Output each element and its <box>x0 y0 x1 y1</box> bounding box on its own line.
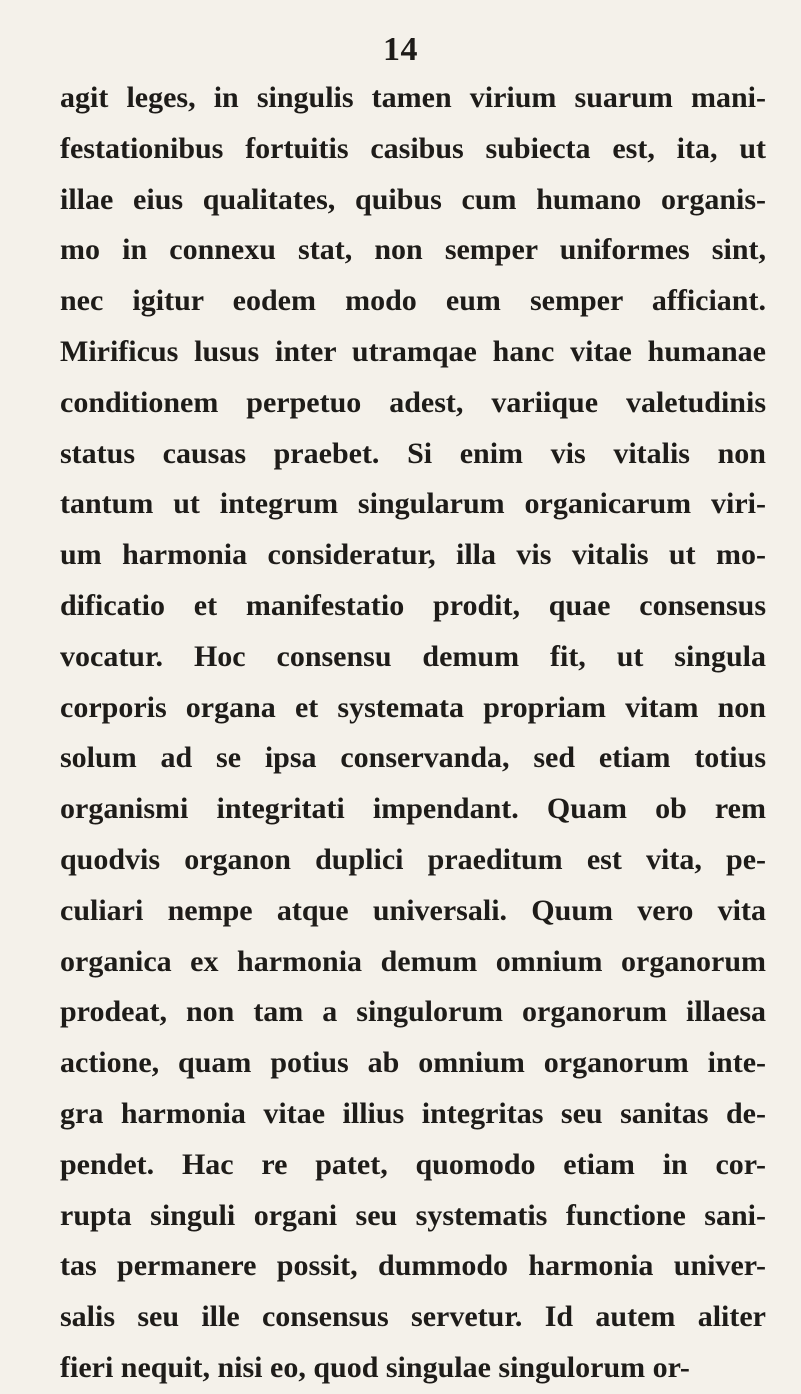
text-line: prodeat, non tam a singulorum organorum illaesa <box>60 995 766 1029</box>
text-line: rupta singuli organi seu systematis functione sani- <box>60 1198 766 1232</box>
text-line: status causas praebet. Si enim vis vitalis non <box>60 436 766 470</box>
text-line: illae eius qualitates, quibus cum humano organis- <box>60 182 766 216</box>
text-line: tantum ut integrum singularum organicarum viri- <box>60 487 766 521</box>
text-line: nec igitur eodem modo eum semper afficiant. <box>60 284 766 318</box>
text-line: festationibus fortuitis casibus subiecta est, ita, ut <box>60 131 766 165</box>
text-line: organica ex harmonia demum omnium organorum <box>60 944 766 978</box>
text-line: organismi integritati impendant. Quam ob rem <box>60 792 766 826</box>
text-line: corporis organa et systemata propriam vitam non <box>60 690 766 724</box>
body-text <box>60 73 766 1394</box>
text-line: vocatur. Hoc consensu demum fit, ut singula <box>60 639 766 673</box>
text-line: quodvis organon duplici praeditum est vita, pe- <box>60 842 766 876</box>
text-line: um harmonia consideratur, illa vis vitalis ut mo- <box>60 538 766 572</box>
text-line: solum ad se ipsa conservanda, sed etiam totius <box>60 741 766 775</box>
text-line: tas permanere possit, dummodo harmonia univer- <box>60 1249 766 1283</box>
text-line: agit leges, in singulis tamen virium suarum mani- <box>60 81 766 114</box>
text-line: mo in connexu stat, non semper uniformes sint, <box>60 233 766 267</box>
text-line: gra harmonia vitae illius integritas seu sanitas de- <box>60 1096 766 1130</box>
text-line: actione, quam potius ab omnium organorum inte- <box>60 1046 766 1080</box>
text-line: salis seu ille consensus servetur. Id autem aliter <box>60 1300 766 1334</box>
text-line: conditionem perpetuo adest, variique valetudinis <box>60 385 766 419</box>
text-line: pendet. Hac re patet, quomodo etiam in cor- <box>60 1147 766 1181</box>
page-number: 14 <box>383 31 418 68</box>
text-line: Mirificus lusus inter utramqae hanc vitae humanae <box>60 334 766 368</box>
text-line: dificatio et manifestatio prodit, quae consensus <box>60 588 766 622</box>
text-line: culiari nempe atque universali. Quum vero vita <box>60 893 766 927</box>
text-line: fieri nequit, nisi eo, quod singulae singulorum or- <box>60 1350 690 1384</box>
